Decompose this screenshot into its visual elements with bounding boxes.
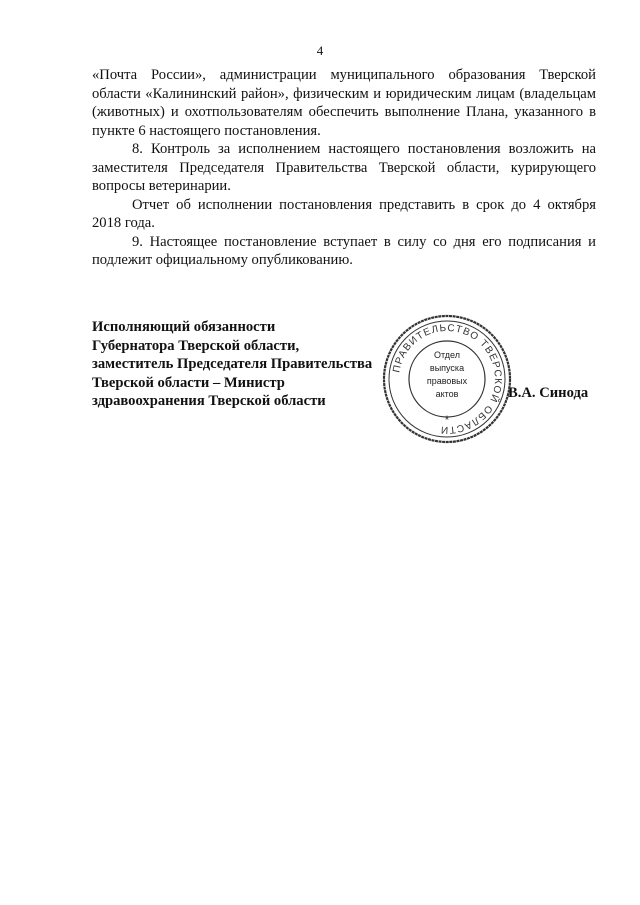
stamp-center-line: правовых — [426, 376, 468, 386]
paragraph-9: 9. Настоящее постановление вступает в силу со дня его подписания и подлежит официальному опубликованию. — [92, 233, 596, 268]
paragraph-report: Отчет об исполнении постановления представить в срок до 4 октября 2018 года. — [92, 196, 596, 231]
signatory-position-line: Губернатора Тверской области, — [92, 337, 300, 354]
stamp-star: * — [444, 413, 450, 427]
stamp-center-line: Отдел — [433, 350, 461, 360]
signatory-name: В.А. Синода — [508, 385, 589, 401]
signatory-position — [92, 318, 392, 411]
signatory-position-line: заместитель Председателя Правительства — [92, 356, 373, 373]
stamp-ring-text: ПРАВИТЕЛЬСТВО ТВЕРСКОЙ ОБЛАСТИ — [391, 322, 504, 436]
stamp-center-line: актов — [435, 389, 459, 399]
paragraph-8: 8. Контроль за исполнением настоящего постановления возложить на заместителя Председателя Правительства Тверской области, курирующего вопросы ветеринарии. — [92, 141, 596, 194]
stamp-center-line: выпуска — [429, 363, 465, 373]
page-number: 4 — [316, 43, 324, 58]
signatory-position-line: Тверской области – Министр — [92, 374, 285, 391]
signatory-position-line: здравоохранения Тверской области — [92, 393, 326, 410]
stamp-center-text — [407, 349, 487, 401]
official-stamp — [381, 313, 513, 445]
signatory-position-line: Исполняющий обязанности — [92, 319, 276, 335]
paragraph-1: «Почта России», администрации муниципального образования Тверской области «Калининский район», физическим и юридическим лицам (владельцам (животных) и охотпользователям обеспечить выполнение Плана, указанного в пункте 6 настоящего постановления. — [92, 67, 596, 139]
body-text — [92, 66, 596, 270]
